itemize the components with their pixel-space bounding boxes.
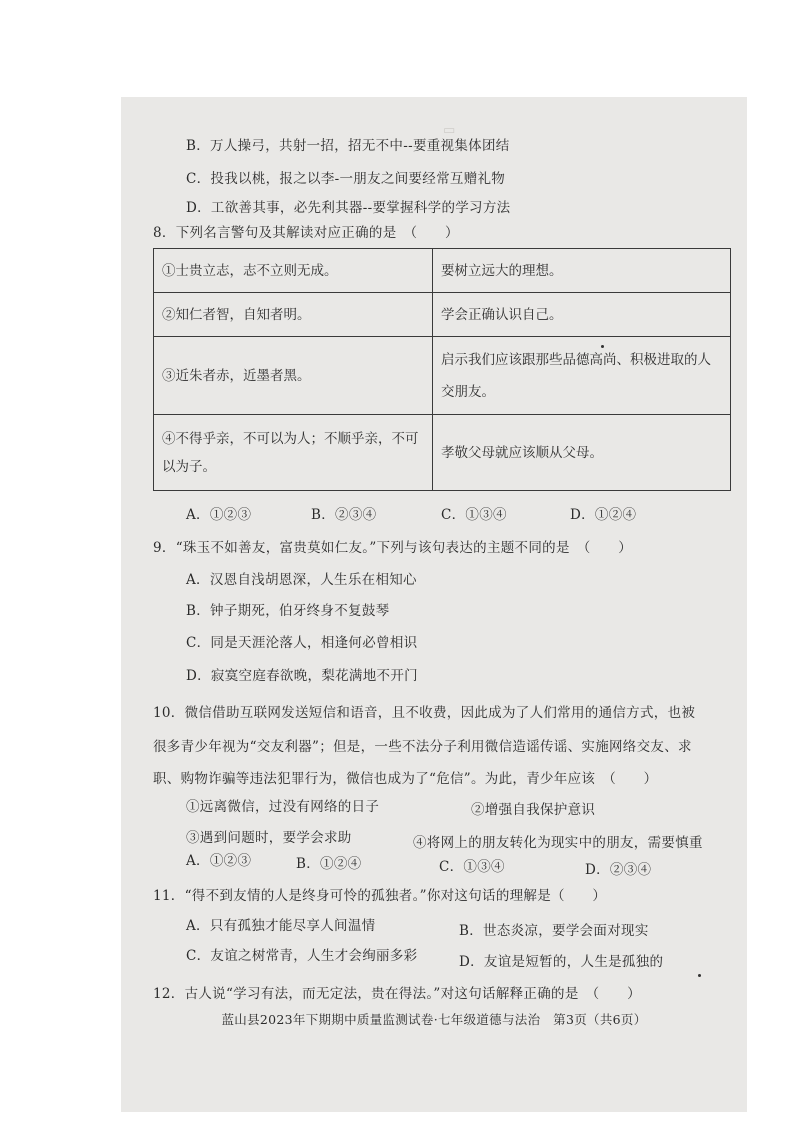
table-row: [154, 415, 731, 491]
q12-stem: 12．古人说“学习有法，而无定法，贵在得法。”对这句话解释正确的是 （ ）: [153, 986, 641, 1002]
table-row: [154, 337, 731, 415]
q8-meaning-3: 启示我们应该跟那些品德高尚、积极进取的人交朋友。: [433, 337, 731, 415]
q8-quote-4: ④不得乎亲，不可以为人；不顺乎亲，不可以为子。: [154, 415, 433, 491]
q11-option-b: B．世态炎凉，要学会面对现实: [459, 923, 649, 939]
q10-option-d: D．②③④: [585, 862, 652, 878]
q10-option-a: A．①②③: [186, 853, 252, 869]
q8-option-c: C．①③④: [441, 507, 507, 523]
q10-item-2: ②增强自我保护意识: [471, 802, 596, 818]
table-row: [154, 293, 731, 337]
q10-line-2: 很多青少年视为“交友利器”；但是，一些不法分子利用微信造谣传谣、实施网络交友、求: [153, 739, 692, 755]
q8-meaning-1: 要树立远大的理想。: [433, 249, 731, 293]
q9-option-d: D．寂寞空庭春欲晚，梨花满地不开门: [186, 668, 418, 684]
q11-option-a: A．只有孤独才能尽享人间温情: [186, 918, 376, 934]
q7-option-d: D．工欲善其事，必先利其器--要掌握科学的学习方法: [186, 200, 511, 216]
q8-quote-3: ③近朱者赤，近墨者黑。: [154, 337, 433, 415]
q11-stem: 11．“得不到友情的人是终身可怜的孤独者。”你对这句话的理解是（ ）: [153, 888, 607, 904]
q8-meaning-4: 孝敬父母就应该顺从父母。: [433, 415, 731, 491]
q7-option-c: C．投我以桃，报之以李-一朋友之间要经常互赠礼物: [186, 171, 506, 187]
q8-option-a: A．①②③: [186, 507, 252, 523]
scan-speck: [698, 974, 701, 977]
scanned-page: [121, 97, 747, 1112]
q8-quote-1: ①士贵立志，志不立则无成。: [154, 249, 433, 293]
q10-line-3: 职、购物诈骗等违法犯罪行为，微信也成为了“危信”。为此，青少年应该 （ ）: [153, 771, 658, 787]
q8-quote-2: ②知仁者智，自知者明。: [154, 293, 433, 337]
page-footer: 蓝山县2023年下期期中质量监测试卷·七年级道德与法治 第3页（共6页）: [221, 1012, 647, 1027]
q10-line-1: 10．微信借助互联网发送短信和语音，且不收费，因此成为了人们常用的通信方式，也被: [153, 705, 696, 721]
scan-speck: [601, 345, 604, 348]
q9-stem: 9．“珠玉不如善友，富贵莫如仁友。”下列与该句表达的主题不同的是 （ ）: [153, 540, 632, 556]
q9-option-c: C．同是天涯沦落人，相逢何必曾相识: [186, 635, 418, 651]
q9-option-a: A．汉恩自浅胡恩深，人生乐在相知心: [186, 572, 417, 588]
q11-option-d: D．友谊是短暂的，人生是孤独的: [459, 954, 664, 970]
q10-option-b: B．①②④: [296, 856, 362, 872]
table-row: [154, 249, 731, 293]
q10-item-3: ③遇到问题时，要学会求助: [186, 830, 352, 846]
q10-item-1: ①远离微信，过没有网络的日子: [186, 799, 380, 815]
q8-stem: 8．下列名言警句及其解读对应正确的是 （ ）: [153, 225, 459, 241]
q9-option-b: B．钟子期死，伯牙终身不复鼓琴: [186, 603, 390, 619]
q10-option-c: C．①③④: [439, 859, 505, 875]
q11-option-c: C．友谊之树常青，人生才会绚丽多彩: [186, 948, 418, 964]
q10-item-4: ④将网上的朋友转化为现实中的朋友，需要慎重: [413, 835, 703, 851]
bleed-through: ▭: [443, 123, 456, 138]
q8-option-d: D．①②④: [570, 507, 637, 523]
q7-option-b: B．万人操弓，共射一招，招无不中--要重视集体团结: [186, 138, 510, 154]
q8-table: [153, 248, 731, 491]
q8-option-b: B．②③④: [311, 507, 377, 523]
q8-meaning-2: 学会正确认识自己。: [433, 293, 731, 337]
